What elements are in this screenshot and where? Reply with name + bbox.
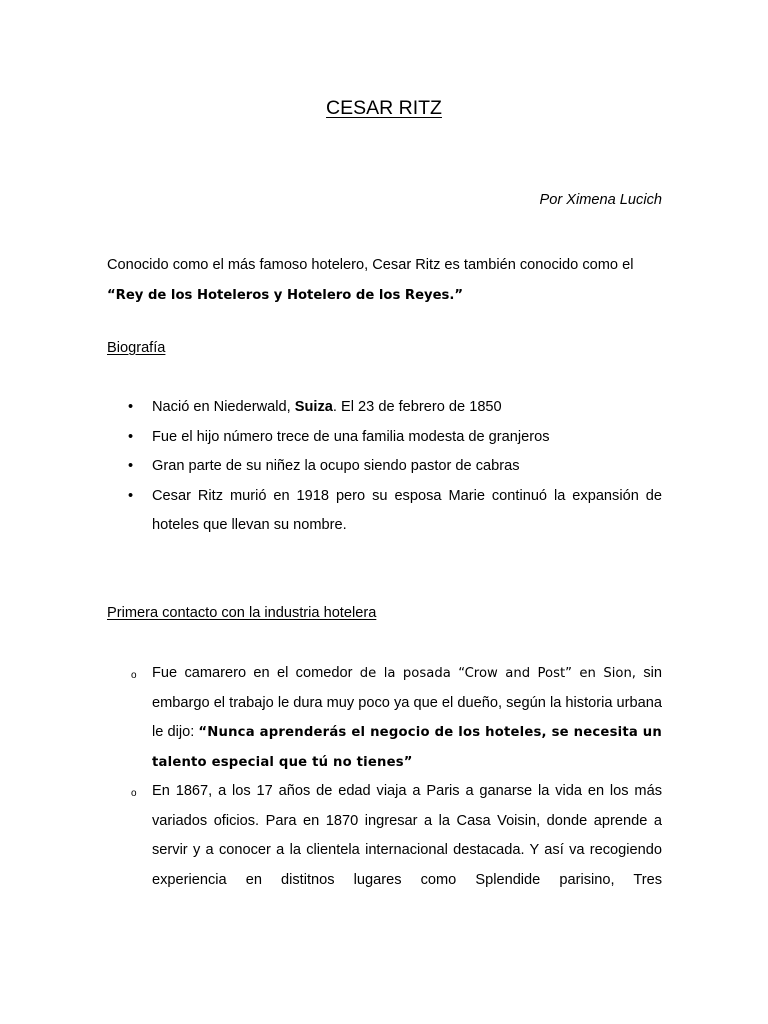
hotel-item-text: Fue camarero en el comedor bbox=[152, 665, 360, 681]
hotel-item-text: de la posada “Crow and Post” en Sion, bbox=[359, 666, 636, 681]
biography-list bbox=[107, 393, 662, 541]
list-item bbox=[107, 482, 662, 541]
intro-paragraph bbox=[107, 250, 662, 311]
list-item bbox=[107, 777, 662, 895]
list-item bbox=[107, 452, 662, 482]
bio-item-text: Fue el hijo número trece de una familia modesta de granjeros bbox=[152, 428, 550, 445]
bullet-icon: • bbox=[128, 428, 134, 445]
circle-bullet-icon: o bbox=[131, 788, 137, 799]
bullet-icon: • bbox=[128, 487, 134, 504]
bio-item-text: Gran parte de su niñez la ocupo siendo pastor de cabras bbox=[152, 458, 520, 474]
author-byline: Por Ximena Lucich bbox=[539, 192, 662, 208]
circle-bullet-icon: o bbox=[131, 670, 137, 681]
biography-heading: Biografía bbox=[107, 340, 166, 356]
hotel-item-text: En 1867, a los 17 años de edad viaja a Paris a ganarse la vida en los más variados oficios. Para en 1870 ingresar a la Casa Voisin, donde aprende a servir y a conocer a la clientela internacional destacada. Y así va recogiendo experiencia en distitnos lugares como Splendide parisino, Tres bbox=[152, 783, 662, 888]
bio-item-text: Nació en Niederwald, bbox=[152, 399, 295, 415]
hotel-industry-list bbox=[107, 659, 662, 895]
hotel-item-quote: “Nunca aprenderás el negocio de los hoteles, se necesita un talento especial que tú no tienes” bbox=[152, 725, 662, 770]
bio-item-bold: Suiza bbox=[294, 399, 333, 415]
list-item bbox=[107, 423, 662, 453]
intro-text: Conocido como el más famoso hotelero, Cesar Ritz es también conocido como el bbox=[107, 257, 634, 273]
list-item bbox=[107, 659, 662, 777]
hotel-item-text: sin embargo el trabajo le dura muy poco ya que el dueño, según la historia urbana le dijo: bbox=[152, 665, 662, 740]
intro-quote: “Rey de los Hoteleros y Hotelero de los Reyes.” bbox=[107, 288, 464, 303]
bullet-icon: • bbox=[128, 399, 134, 415]
bullet-icon: • bbox=[128, 458, 134, 474]
hotel-industry-heading: Primera contacto con la industria hotelera bbox=[107, 605, 377, 621]
bio-item-text: . El 23 de febrero de 1850 bbox=[332, 399, 502, 415]
bio-item-text: Cesar Ritz murió en 1918 pero su esposa Marie continuó la expansión de hoteles que llevan su nombre. bbox=[152, 487, 662, 533]
document-title: CESAR RITZ bbox=[326, 97, 442, 119]
list-item bbox=[107, 393, 662, 423]
